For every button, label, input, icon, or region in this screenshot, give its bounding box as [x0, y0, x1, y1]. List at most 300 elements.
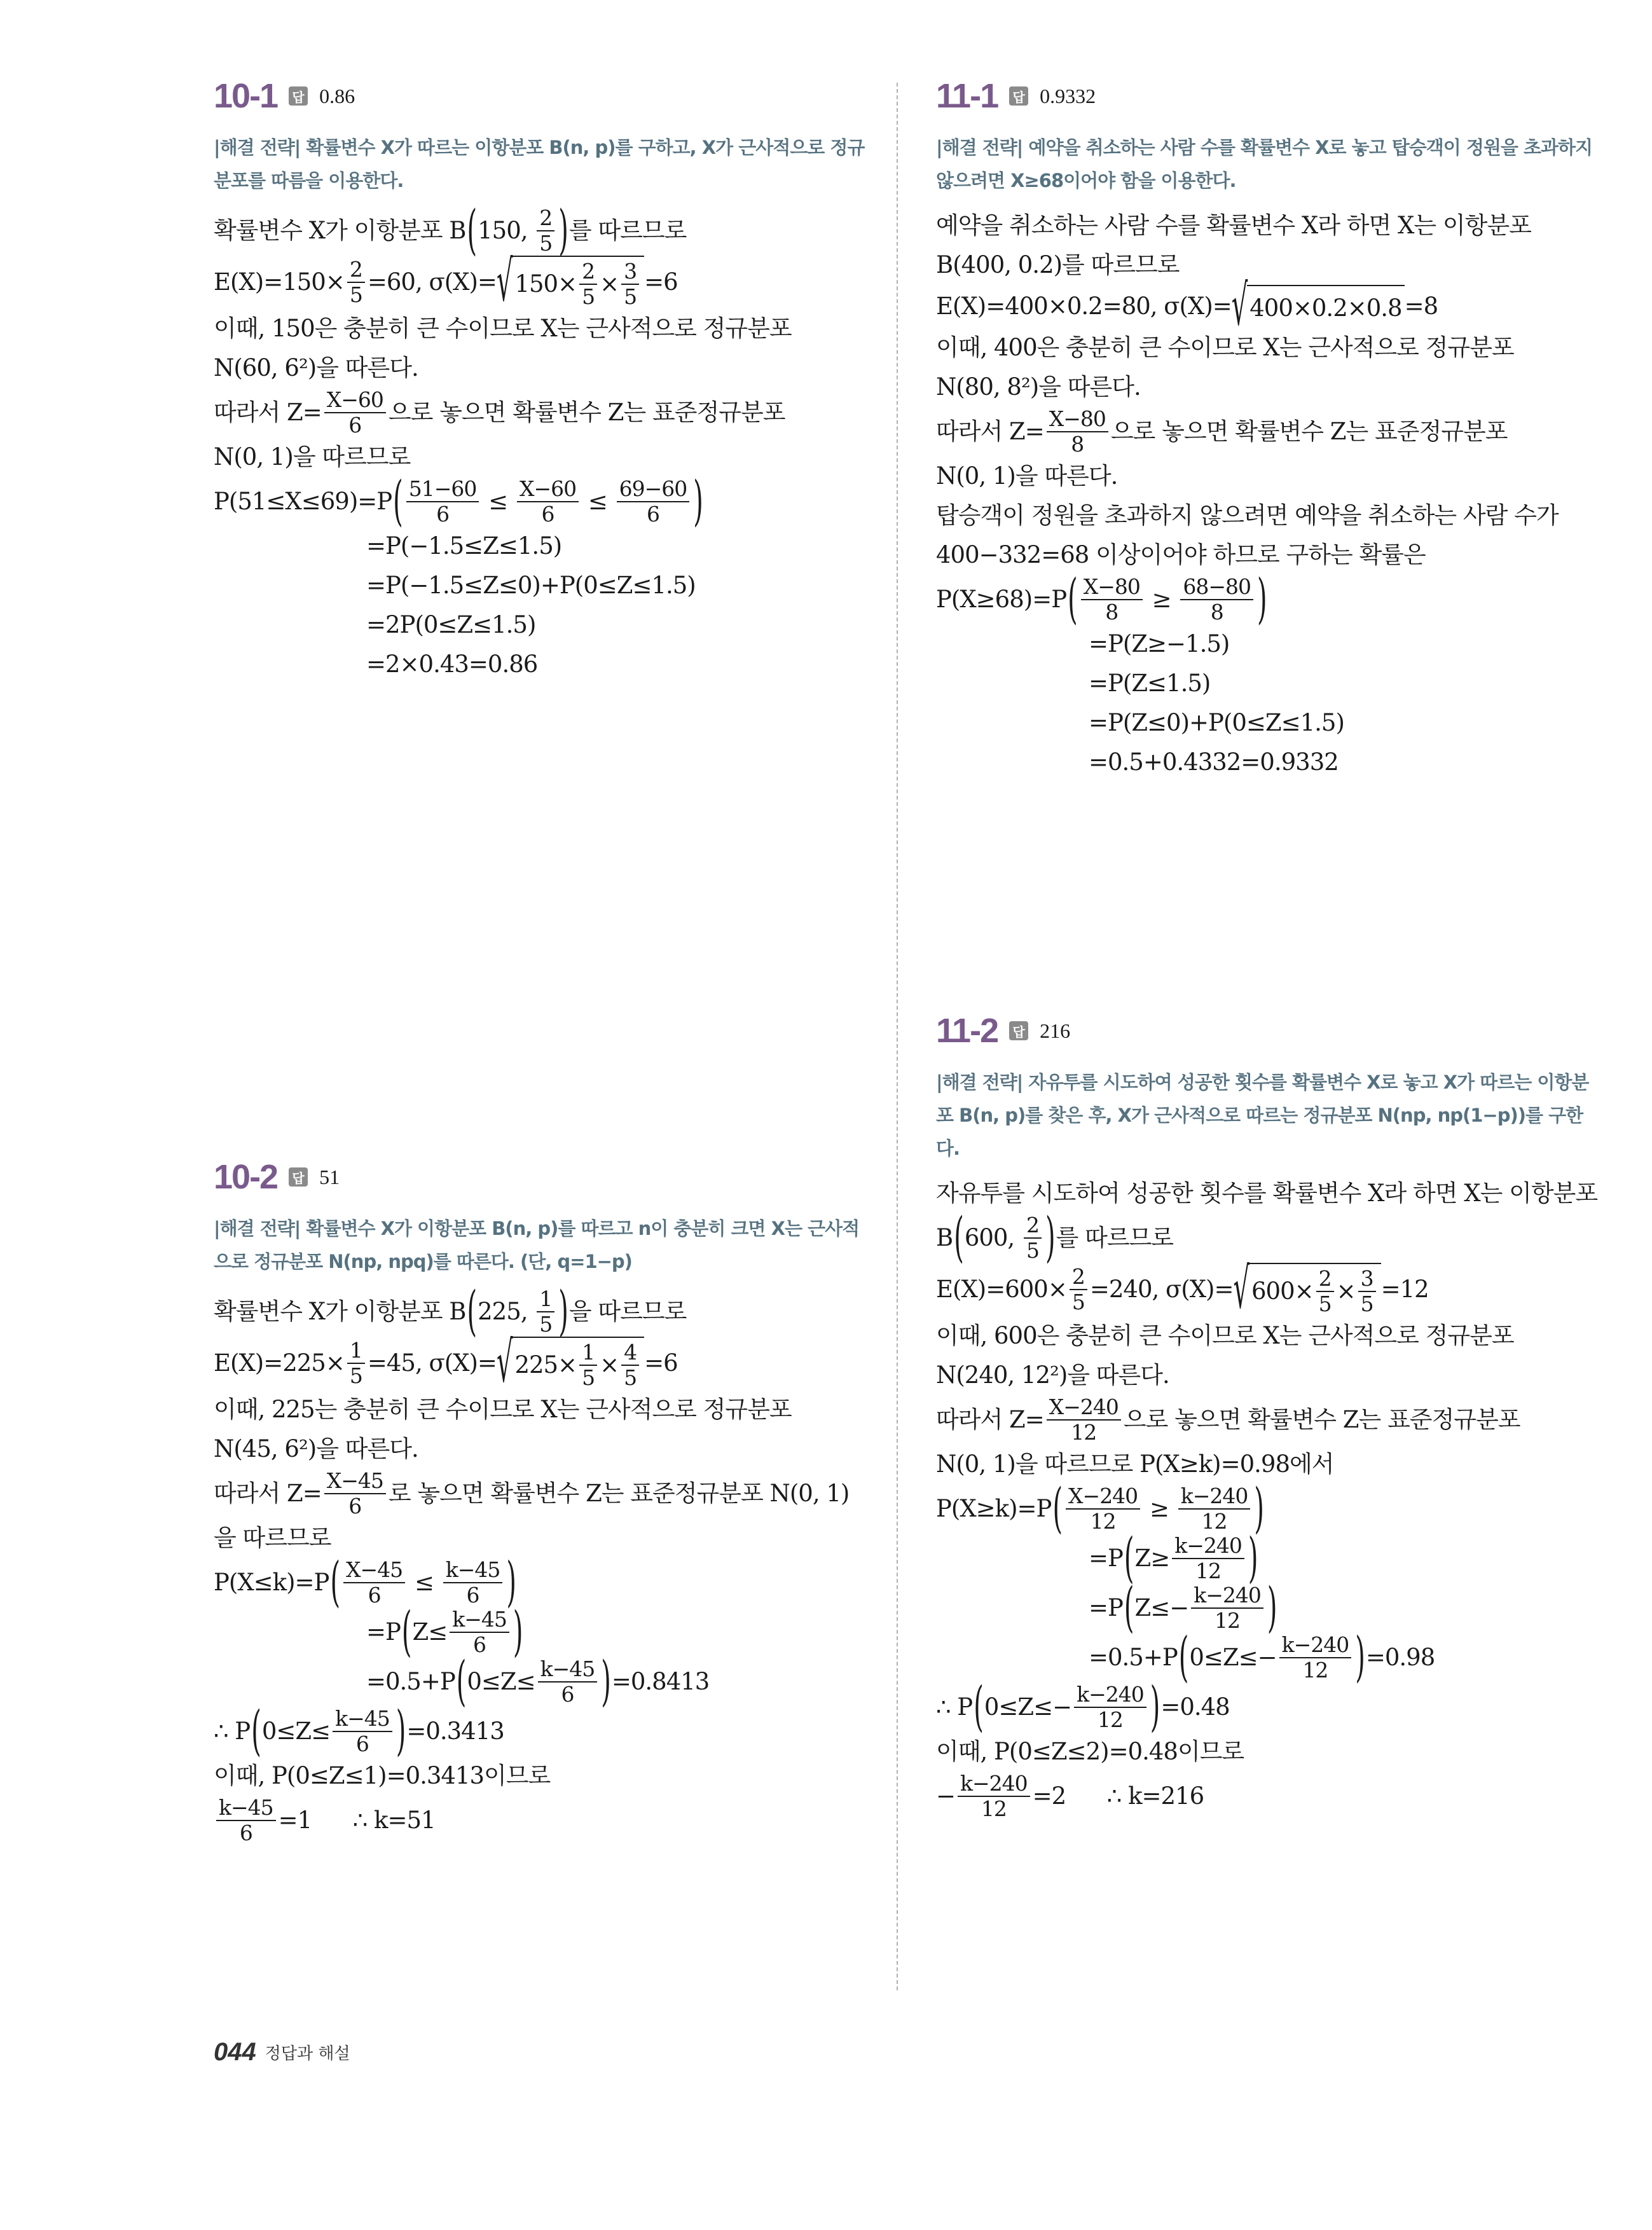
- math-text: N(240, 12²)을 따른다.: [936, 1361, 1169, 1389]
- math-text: =P: [1089, 1594, 1123, 1621]
- math-text: =0.5+P: [1089, 1644, 1178, 1671]
- answer-value: 0.86: [319, 84, 355, 107]
- right-paren: ): [396, 1700, 406, 1763]
- answer-badge: 답: [289, 1167, 308, 1187]
- fraction: [621, 259, 639, 309]
- answer-badge: 답: [1009, 1021, 1028, 1040]
- math-text: 600×: [1251, 1277, 1314, 1305]
- math-text: 따라서 Z=: [936, 418, 1044, 445]
- radicand: [1247, 285, 1404, 328]
- denominator: 5: [1318, 1291, 1332, 1316]
- solution-line: [936, 274, 1597, 339]
- fraction: [579, 1340, 597, 1390]
- math-text: =6: [644, 268, 678, 296]
- right-paren: ): [693, 471, 703, 533]
- solution-line: [936, 1577, 1597, 1639]
- math-text: Z≥: [1134, 1545, 1170, 1572]
- math-text: 400×0.2×0.8: [1249, 294, 1402, 322]
- numerator: k−240: [1191, 1583, 1263, 1609]
- radical-sign-icon: √: [1233, 1257, 1249, 1322]
- fraction: [1074, 1683, 1146, 1732]
- solution-line: [214, 1390, 875, 1429]
- right-paren: ): [1150, 1676, 1160, 1738]
- math-text: −: [936, 1782, 956, 1810]
- solution-line: [936, 535, 1597, 575]
- solution-line: [214, 1469, 875, 1518]
- math-text: Z≤: [412, 1618, 448, 1646]
- denominator: 5: [1071, 1290, 1085, 1314]
- fraction: [324, 1469, 386, 1518]
- page-footer: [214, 2038, 350, 2067]
- denominator: 5: [624, 284, 637, 309]
- denominator: 6: [541, 502, 554, 527]
- solution-10-1: [214, 76, 875, 684]
- page-number: 044: [214, 2038, 256, 2066]
- square-root: [496, 1331, 644, 1396]
- numerator: 2: [579, 259, 597, 285]
- numerator: 1: [347, 1339, 365, 1364]
- right-paren: ): [601, 1651, 610, 1713]
- math-text: ≥: [1145, 586, 1178, 613]
- math-text: N(0, 1)을 따른다.: [936, 462, 1118, 490]
- solution-line: [936, 1257, 1597, 1322]
- answer-value: 51: [319, 1165, 340, 1188]
- fraction: [1279, 1633, 1352, 1683]
- denominator: 5: [349, 282, 362, 307]
- radical-sign-icon: √: [496, 250, 513, 315]
- footer-label: 정답과 해설: [265, 2044, 350, 2063]
- fraction: [333, 1707, 392, 1756]
- numerator: 2: [1070, 1265, 1087, 1290]
- denominator: 6: [239, 1820, 252, 1845]
- left-paren: (: [393, 471, 403, 533]
- solution-line: [936, 664, 1597, 703]
- solution-11-1: [936, 76, 1597, 782]
- radicand: [512, 256, 644, 309]
- left-paren: (: [467, 1281, 477, 1343]
- math-text: =0.5+P: [366, 1668, 455, 1695]
- numerator: 69−60: [617, 477, 690, 502]
- math-text: 이때, 225는 충분히 큰 수이므로 X는 근사적으로 정규분포: [214, 1396, 792, 1423]
- math-text: 600,: [964, 1224, 1021, 1251]
- fraction: [537, 206, 554, 256]
- fraction: [538, 1657, 598, 1707]
- numerator: 2: [1024, 1213, 1042, 1239]
- numerator: 1: [537, 1287, 554, 1312]
- solution-line: [936, 457, 1597, 496]
- math-text: 400−332=68 이상이어야 하므로 구하는 확률은: [936, 541, 1426, 568]
- math-text: ≥: [1143, 1495, 1176, 1522]
- left-paren: (: [1068, 568, 1077, 631]
- denominator: 6: [561, 1682, 574, 1707]
- solution-line: [936, 1772, 1597, 1821]
- solution-line: [936, 1395, 1597, 1445]
- denominator: 5: [582, 1365, 595, 1390]
- fraction: [1358, 1267, 1376, 1316]
- math-text: 탑승객이 정원을 초과하지 않으려면 예약을 취소하는 사람 수가: [936, 502, 1559, 529]
- denominator: 12: [1195, 1559, 1222, 1583]
- numerator: 1: [579, 1340, 597, 1366]
- square-root: [1231, 274, 1405, 339]
- fraction: [1047, 407, 1108, 457]
- math-text: =0.5+0.4332=0.9332: [1089, 748, 1339, 776]
- math-text: 으로 놓으면 확률변수 Z는 표준정규분포: [1110, 418, 1508, 445]
- solution-line: [936, 1356, 1597, 1395]
- math-text: N(45, 6²)을 따른다.: [214, 1435, 418, 1463]
- fraction: [406, 477, 479, 527]
- math-text: 150,: [478, 217, 535, 244]
- math-text: =2×0.43=0.86: [366, 650, 538, 678]
- math-text: N(0, 1)을 따르므로 P(X≥k)=0.98에서: [936, 1450, 1334, 1478]
- math-text: 따라서 Z=: [214, 399, 322, 426]
- solution-line: [214, 527, 875, 566]
- math-text: =0.3413: [406, 1717, 504, 1745]
- left-paren: (: [974, 1676, 983, 1738]
- math-text: ×: [600, 1351, 619, 1379]
- denominator: 12: [1097, 1707, 1123, 1732]
- fraction: [1081, 575, 1143, 624]
- numerator: X−45: [343, 1558, 405, 1583]
- solution-line: [214, 1518, 875, 1558]
- solution-line: [214, 1756, 875, 1796]
- numerator: k−240: [1172, 1534, 1244, 1559]
- math-text: =2 ∴ k=216: [1032, 1782, 1204, 1810]
- right-paren: ): [506, 1552, 516, 1614]
- math-text: =P(Z≥−1.5): [1089, 630, 1230, 657]
- fraction: [347, 258, 365, 307]
- math-text: 이때, P(0≤Z≤2)=0.48이므로: [936, 1738, 1244, 1765]
- solution-line: [936, 368, 1597, 407]
- numerator: 3: [621, 259, 639, 285]
- solution-line: [214, 1651, 875, 1713]
- math-text: ∴ P: [936, 1693, 973, 1721]
- math-text: B(400, 0.2)를 따르므로: [936, 251, 1180, 279]
- denominator: 5: [1026, 1238, 1039, 1263]
- solution-line: [214, 250, 875, 315]
- solution-line: [936, 496, 1597, 535]
- math-text: 로 놓으면 확률변수 Z는 표준정규분포 N(0, 1): [388, 1480, 850, 1507]
- math-text: =0.48: [1160, 1693, 1230, 1721]
- math-text: =45, σ(X)=: [367, 1349, 497, 1377]
- left-paren: (: [1124, 1527, 1134, 1590]
- math-text: B: [936, 1224, 953, 1251]
- numerator: k−240: [958, 1772, 1030, 1797]
- fraction: [1180, 575, 1253, 624]
- solution-line: [214, 388, 875, 437]
- denominator: 6: [348, 413, 362, 437]
- math-text: P(X≥k)=P: [936, 1495, 1052, 1522]
- numerator: k−45: [443, 1558, 503, 1583]
- denominator: 8: [1071, 432, 1084, 457]
- solution-line: [214, 1281, 875, 1343]
- denominator: 6: [348, 1494, 362, 1518]
- fraction: [958, 1772, 1030, 1821]
- math-text: =P(Z≤1.5): [1089, 670, 1211, 697]
- denominator: 12: [1071, 1420, 1097, 1445]
- denominator: 6: [646, 502, 659, 527]
- solution-line: [936, 1478, 1597, 1540]
- left-paren: (: [467, 200, 477, 262]
- numerator: k−240: [1178, 1484, 1251, 1510]
- answer-value: 0.9332: [1040, 84, 1096, 107]
- radical-sign-icon: √: [496, 1331, 513, 1396]
- math-text: N(0, 1)을 따르므로: [214, 443, 411, 471]
- square-root: [1233, 1257, 1380, 1322]
- math-text: 이때, 600은 충분히 큰 수이므로 X는 근사적으로 정규분포: [936, 1322, 1514, 1349]
- numerator: 51−60: [406, 477, 479, 502]
- math-text: ×: [600, 270, 619, 298]
- numerator: X−240: [1066, 1484, 1140, 1510]
- problem-header: [936, 1011, 1597, 1050]
- math-text: 으로 놓으면 확률변수 Z는 표준정규분포: [1123, 1406, 1520, 1433]
- solution-line: [214, 437, 875, 477]
- math-text: 225,: [478, 1298, 535, 1325]
- radicand: [1249, 1263, 1381, 1316]
- math-text: Z≤−: [1134, 1594, 1189, 1621]
- left-paren: (: [456, 1651, 466, 1713]
- numerator: X−60: [517, 477, 579, 502]
- denominator: 12: [1090, 1509, 1116, 1534]
- fraction: [1047, 1395, 1121, 1445]
- math-text: =0.8413: [611, 1668, 710, 1695]
- right-paren: ): [558, 200, 568, 262]
- fraction: [617, 477, 690, 527]
- right-paren: ): [1257, 568, 1267, 631]
- square-root: [496, 250, 644, 315]
- solution-line: [214, 1429, 875, 1469]
- math-text: =60, σ(X)=: [367, 268, 497, 296]
- solution-line: [214, 1700, 875, 1763]
- math-text: 0≤Z≤: [261, 1717, 331, 1745]
- solution-line: [214, 605, 875, 645]
- denominator: 5: [539, 1312, 553, 1337]
- left-paren: (: [1178, 1627, 1188, 1689]
- problem-number: 10-2: [214, 1158, 278, 1196]
- right-paren: ): [513, 1601, 523, 1663]
- denominator: 6: [473, 1632, 486, 1657]
- right-paren: ): [1254, 1478, 1263, 1540]
- numerator: X−60: [324, 388, 386, 413]
- solution-line: [214, 200, 875, 262]
- numerator: X−80: [1081, 575, 1143, 600]
- math-text: 으로 놓으면 확률변수 Z는 표준정규분포: [388, 399, 785, 426]
- solution-line: [936, 1174, 1597, 1213]
- numerator: 2: [1316, 1267, 1334, 1292]
- left-paren: (: [1124, 1577, 1134, 1639]
- math-text: E(X)=225×: [214, 1349, 345, 1377]
- solution-line: [936, 568, 1597, 631]
- right-paren: ): [558, 1281, 568, 1343]
- math-text: P(X≥68)=P: [936, 586, 1067, 613]
- math-text: 자유투를 시도하여 성공한 횟수를 확률변수 X라 하면 X는 이항분포: [936, 1180, 1598, 1207]
- denominator: 6: [355, 1731, 369, 1756]
- problem-header: [214, 1157, 875, 1197]
- denominator: 12: [981, 1796, 1007, 1821]
- denominator: 6: [436, 502, 450, 527]
- solution-line: [936, 1676, 1597, 1738]
- fraction: [443, 1558, 503, 1607]
- numerator: X−45: [324, 1469, 386, 1494]
- solution-line: [936, 407, 1597, 457]
- math-text: E(X)=400×0.2=80, σ(X)=: [936, 293, 1232, 320]
- math-text: 를 따르므로: [1056, 1224, 1174, 1251]
- solution-strategy: |해결 전략| 자유투를 시도하여 성공한 횟수를 확률변수 X로 놓고 X가 따르는 이항분포 B(n, p)를 찾은 후, X가 근사적으로 따르는 정규분포 N(np, np(1−p))를 구한다.: [936, 1071, 1589, 1159]
- solution-line: [214, 1552, 875, 1614]
- math-text: =0.98: [1365, 1644, 1435, 1671]
- math-text: 이때, 400은 충분히 큰 수이므로 X는 근사적으로 정규분포: [936, 334, 1514, 361]
- fraction: [343, 1558, 405, 1607]
- left-paren: (: [330, 1552, 340, 1614]
- fraction: [347, 1339, 365, 1388]
- solution-line: [214, 1796, 875, 1845]
- math-text: =P(−1.5≤Z≤1.5): [366, 532, 562, 560]
- solution-line: [936, 1207, 1597, 1269]
- solution-line: [214, 1331, 875, 1396]
- math-text: 이때, 150은 충분히 큰 수이므로 X는 근사적으로 정규분포: [214, 315, 792, 342]
- math-text: 0≤Z≤: [467, 1668, 535, 1695]
- solution-strategy: |해결 전략| 확률변수 X가 따르는 이항분포 B(n, p)를 구하고, X가 근사적으로 정규분포를 따름을 이용한다.: [214, 137, 865, 191]
- right-paren: ): [1248, 1527, 1258, 1590]
- fraction: [1178, 1484, 1251, 1534]
- right-paren: ): [1355, 1627, 1365, 1689]
- solution-line: [214, 645, 875, 684]
- numerator: k−240: [1279, 1633, 1352, 1658]
- math-text: N(60, 6²)을 따른다.: [214, 354, 418, 382]
- solution-line: [936, 1732, 1597, 1772]
- column-divider: [897, 83, 898, 1990]
- solution-line: [214, 471, 875, 533]
- solution-line: [214, 348, 875, 388]
- left-paren: (: [954, 1207, 963, 1269]
- denominator: 5: [1360, 1291, 1373, 1316]
- numerator: X−80: [1047, 407, 1108, 432]
- problem-number: 11-2: [936, 1012, 998, 1050]
- math-text: =1 ∴ k=51: [278, 1807, 436, 1834]
- answer-badge: 답: [1009, 86, 1028, 106]
- radical-sign-icon: √: [1231, 274, 1248, 339]
- fraction: [216, 1796, 276, 1845]
- fraction: [517, 477, 579, 527]
- math-text: 225×: [514, 1351, 577, 1379]
- denominator: 12: [1302, 1658, 1328, 1683]
- solution-line: [936, 245, 1597, 285]
- denominator: 5: [624, 1365, 637, 1390]
- solution-line: [936, 1445, 1597, 1484]
- solution-strategy: |해결 전략| 예약을 취소하는 사람 수를 확률변수 X로 놓고 탑승객이 정원을 초과하지 않으려면 X≥68이어야 함을 이용한다.: [936, 137, 1593, 191]
- fraction: [621, 1340, 639, 1390]
- solution-line: [936, 703, 1597, 743]
- math-text: =6: [644, 1349, 678, 1377]
- left-paren: (: [401, 1601, 411, 1663]
- denominator: 8: [1210, 600, 1223, 624]
- math-text: 이때, P(0≤Z≤1)=0.3413이므로: [214, 1762, 551, 1789]
- math-text: P(X≤k)=P: [214, 1569, 329, 1596]
- math-text: =8: [1404, 293, 1438, 320]
- numerator: 2: [537, 206, 554, 231]
- numerator: k−45: [538, 1657, 598, 1683]
- math-text: ≤: [581, 488, 614, 515]
- math-text: 을 따르므로: [214, 1524, 331, 1552]
- numerator: 68−80: [1180, 575, 1253, 600]
- solution-line: [936, 743, 1597, 782]
- numerator: X−240: [1047, 1395, 1121, 1421]
- solution-line: [214, 566, 875, 605]
- math-text: P(51≤X≤69)=P: [214, 488, 392, 515]
- math-text: =P: [1089, 1545, 1123, 1572]
- numerator: k−45: [333, 1707, 392, 1732]
- fraction: [324, 388, 386, 437]
- math-text: 0≤Z≤−: [1189, 1644, 1277, 1671]
- fraction: [1024, 1213, 1042, 1263]
- numerator: k−240: [1074, 1683, 1146, 1708]
- solution-line: [936, 624, 1597, 664]
- solution-line: [936, 206, 1597, 245]
- denominator: 6: [466, 1583, 479, 1607]
- math-text: 확률변수 X가 이항분포 B: [214, 217, 466, 244]
- numerator: 4: [621, 1340, 639, 1366]
- right-paren: ): [1267, 1577, 1277, 1639]
- solution-line: [936, 1316, 1597, 1356]
- denominator: 6: [368, 1583, 381, 1607]
- left-paren: (: [251, 1700, 261, 1763]
- math-text: 예약을 취소하는 사람 수를 확률변수 X라 하면 X는 이항분포: [936, 212, 1531, 239]
- right-paren: ): [1045, 1207, 1055, 1269]
- radicand: [512, 1337, 644, 1390]
- denominator: 12: [1215, 1608, 1241, 1633]
- solution-line: [936, 328, 1597, 368]
- math-text: =240, σ(X)=: [1089, 1276, 1234, 1303]
- solution-strategy: |해결 전략| 확률변수 X가 이항분포 B(n, p)를 따르고 n이 충분히 크면 X는 근사적으로 정규분포 N(np, npq)를 따른다. (단, q=1−p): [214, 1218, 860, 1272]
- math-text: ≤: [481, 488, 514, 515]
- math-text: 을 따르므로: [568, 1298, 687, 1325]
- math-text: E(X)=600×: [936, 1276, 1067, 1303]
- math-text: ≤: [408, 1569, 441, 1596]
- problem-header: [214, 76, 875, 116]
- denominator: 8: [1105, 600, 1119, 624]
- numerator: 3: [1358, 1267, 1376, 1292]
- denominator: 12: [1201, 1509, 1227, 1534]
- denominator: 5: [582, 284, 595, 309]
- math-text: =P: [366, 1618, 401, 1646]
- fraction: [579, 259, 597, 309]
- solution-11-2: [936, 1011, 1597, 1821]
- math-text: 를 따르므로: [568, 217, 687, 244]
- math-text: =2P(0≤Z≤1.5): [366, 611, 536, 638]
- denominator: 5: [349, 1363, 362, 1388]
- solution-line: [214, 1601, 875, 1663]
- fraction: [537, 1287, 554, 1337]
- math-text: 따라서 Z=: [214, 1480, 322, 1507]
- answer-badge: 답: [289, 86, 308, 106]
- numerator: k−45: [450, 1607, 509, 1633]
- left-paren: (: [1052, 1478, 1063, 1540]
- answer-value: 216: [1040, 1019, 1071, 1042]
- math-text: 0≤Z≤−: [984, 1693, 1072, 1721]
- problem-header: [936, 76, 1597, 116]
- math-text: =P(Z≤0)+P(0≤Z≤1.5): [1089, 709, 1344, 736]
- math-text: 따라서 Z=: [936, 1406, 1044, 1433]
- math-text: =12: [1380, 1276, 1429, 1303]
- solution-line: [214, 309, 875, 348]
- fraction: [1070, 1265, 1087, 1314]
- solution-10-2: [214, 1157, 875, 1845]
- math-text: ×: [1336, 1277, 1356, 1305]
- problem-number: 10-1: [214, 77, 278, 115]
- problem-number: 11-1: [936, 77, 998, 115]
- math-text: =P(−1.5≤Z≤0)+P(0≤Z≤1.5): [366, 572, 696, 599]
- math-text: 150×: [514, 270, 577, 298]
- math-text: N(80, 8²)을 따른다.: [936, 373, 1141, 401]
